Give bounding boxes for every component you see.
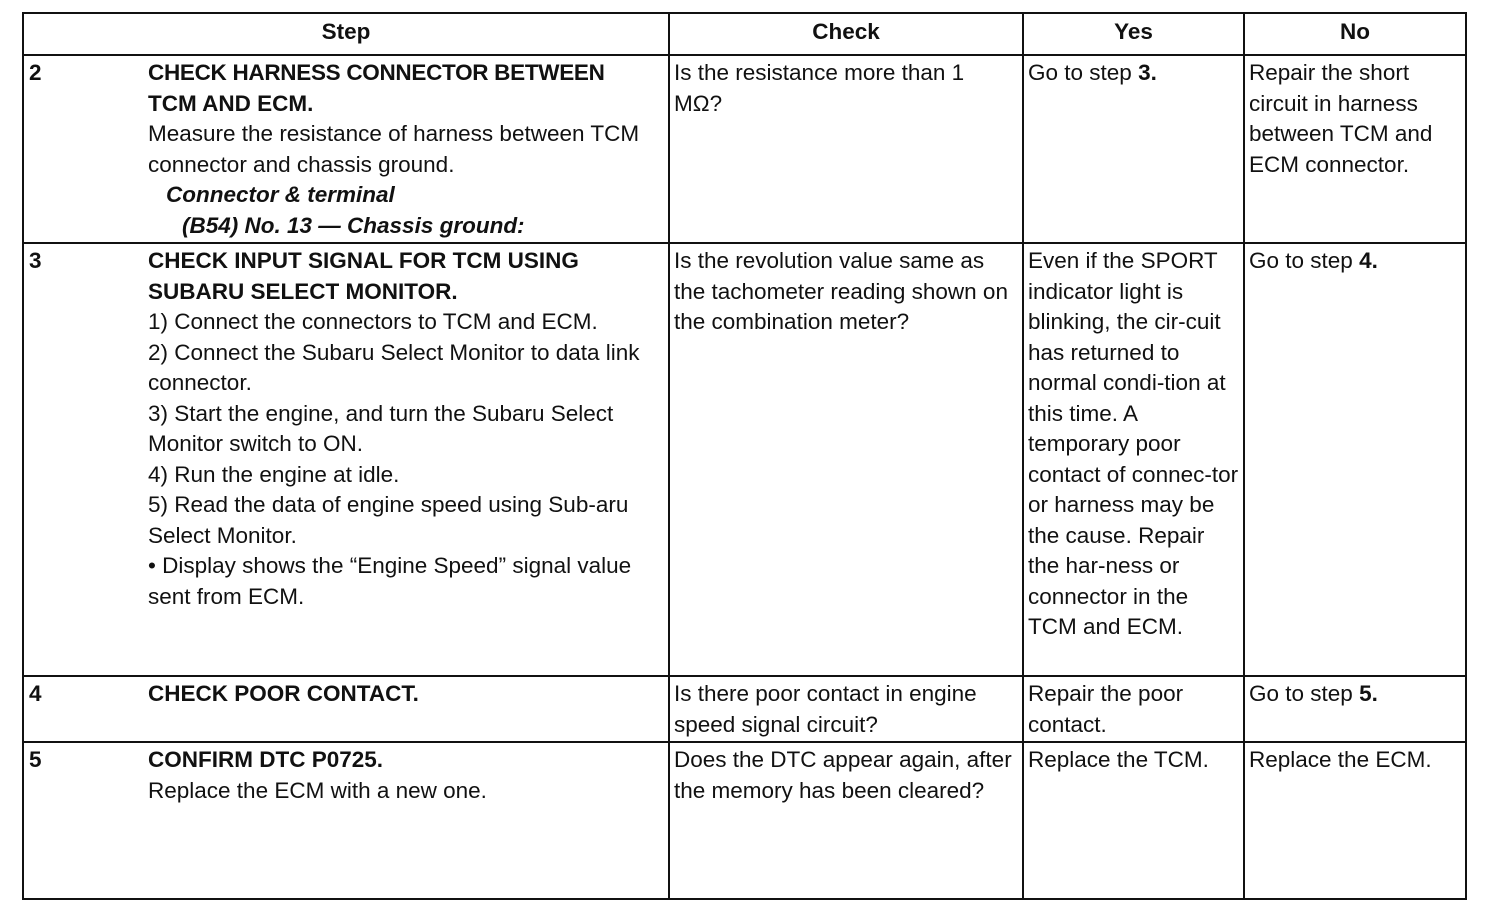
no-cell [1244,676,1466,742]
no-text: Repair the short circuit in harness between TCM and ECM connector. [1249,60,1433,177]
yes-text: Replace the TCM. [1028,747,1209,772]
header-row [23,13,1466,55]
step-title-line: CONFIRM DTC P0725. [148,747,384,772]
step-number: 3 [29,248,42,273]
step-instruction: Replace the ECM with a new one. [148,777,487,803]
step-title-line: SUBARU SELECT MONITOR. [148,278,458,304]
check-cell: Is the revolution value same as the tachometer reading shown on the combination meter? [669,243,1023,676]
yes-cell [1023,742,1244,899]
step-cell [23,243,669,676]
step-cell [23,55,669,243]
step-instruction: 5) Read the data of engine speed using Sub-aru Select Monitor. [148,492,629,548]
no-text: Go to step [1249,248,1360,273]
step-instruction: 1) Connect the connectors to TCM and ECM. [148,309,598,334]
step-title-line: CHECK HARNESS CONNECTOR BETWEEN [148,60,605,85]
yes-text: Repair the poor contact. [1028,681,1184,737]
step-instruction: 4) Run the engine at idle. [148,461,400,487]
table-row [23,676,1466,742]
step-instruction: Measure the resistance of harness between TCM connector and chassis ground. [148,121,640,177]
step-note: • Display shows the “Engine Speed” signal value sent from ECM. [148,553,632,609]
no-step-ref: 4. [1359,248,1378,273]
step-number: 5 [29,747,42,772]
no-cell [1244,243,1466,676]
step-instruction: 3) Start the engine, and turn the Subaru Select Monitor switch to ON. [148,400,614,456]
step-title-line: CHECK POOR CONTACT. [148,681,419,706]
yes-cell [1023,55,1244,243]
header-step: Step [23,13,669,55]
step-instruction: 2) Connect the Subaru Select Monitor to data link connector. [148,339,640,395]
step-title-line: CHECK INPUT SIGNAL FOR TCM USING [148,248,579,273]
step-number: 2 [29,60,42,85]
no-cell [1244,742,1466,899]
terminal-spec: (B54) No. 13 — Chassis ground: [182,212,525,238]
connector-terminal-label: Connector & terminal [166,182,395,207]
step-cell [23,742,669,899]
yes-cell [1023,676,1244,742]
no-cell [1244,55,1466,243]
diagnostic-table [22,12,1467,900]
no-text: Replace the ECM. [1249,747,1432,772]
yes-text: Go to step [1028,60,1139,85]
header-check: Check [669,13,1023,55]
no-text: Go to step [1249,681,1360,706]
table-row [23,243,1466,676]
table-row [23,742,1466,899]
table-row [23,55,1466,243]
step-title-line: TCM AND ECM. [148,90,314,116]
header-yes: Yes [1023,13,1244,55]
check-cell: Is there poor contact in engine speed signal circuit? [669,676,1023,742]
no-step-ref: 5. [1359,681,1378,706]
step-cell [23,676,669,742]
yes-text: Even if the SPORT indicator light is blinking, the cir-cuit has returned to normal condi-tion at this time. A temporary poor contact of connec-tor or harness may be the cause. Repair the har-ness or connector in the TCM and ECM. [1028,248,1239,639]
check-cell: Does the DTC appear again, after the memory has been cleared? [669,742,1023,899]
yes-step-ref: 3. [1138,60,1157,85]
yes-cell [1023,243,1244,676]
header-no: No [1244,13,1466,55]
check-cell: Is the resistance more than 1 MΩ? [669,55,1023,243]
step-number: 4 [29,681,42,706]
